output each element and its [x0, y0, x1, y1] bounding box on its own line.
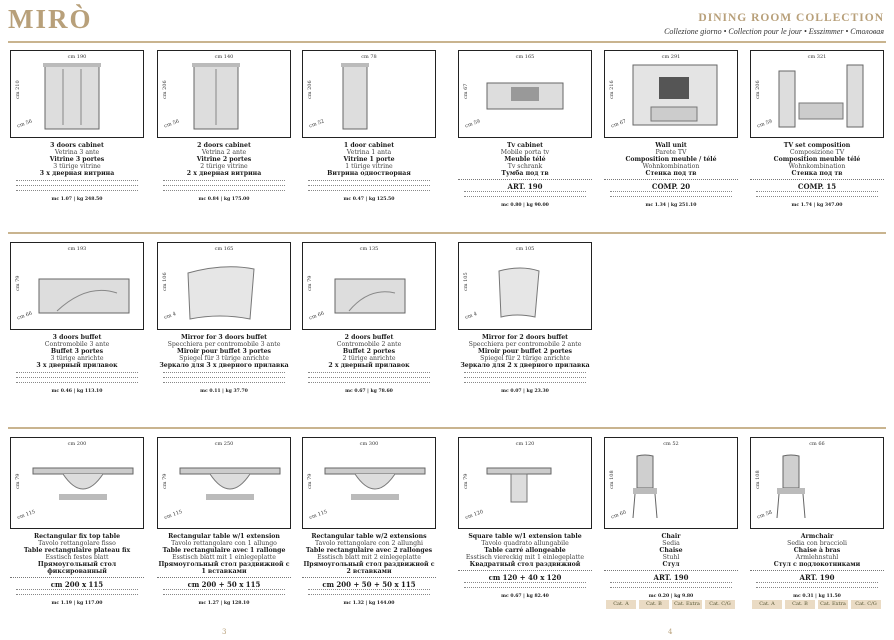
- width-dimension: cm 291: [661, 54, 681, 60]
- product-image-frame: [157, 437, 291, 529]
- product-name-en: TV set composition: [783, 142, 851, 149]
- product-name-ru: Зеркало для 3 х дверного прилавка: [159, 362, 289, 369]
- product-name-en: Square table w/1 extension table: [468, 533, 582, 540]
- category-label: Cat. Extra: [672, 600, 702, 609]
- width-dimension: cm 105: [515, 246, 535, 252]
- product-info: [458, 533, 592, 600]
- product-illustration: [29, 454, 135, 524]
- row-rule-1: [8, 232, 886, 234]
- dotted-line: [163, 594, 285, 599]
- product-name-ru: 3 х дверная витрина: [39, 170, 115, 177]
- product-illustration: [769, 454, 875, 524]
- product-info: [750, 142, 884, 209]
- product-image-frame: [458, 437, 592, 529]
- product-name-ru: Стул с подлокотниками: [773, 561, 861, 568]
- height-dimension: cm 216: [609, 80, 615, 100]
- product-name-en: 3 doors cabinet: [50, 142, 104, 149]
- product-illustration: [37, 263, 133, 327]
- page-number-right: 4: [668, 628, 673, 636]
- product-image-frame: [157, 50, 291, 138]
- product-name-de: Wohnkombination: [642, 163, 700, 170]
- product-illustration: [184, 263, 280, 327]
- product-name-it: Sedia: [662, 540, 680, 547]
- volume-weight: mc 1.34 | kg 251.10: [645, 203, 697, 208]
- product-code: cm 200 + 50 + 50 x 115: [302, 577, 436, 589]
- product-name-it: Vetrina 3 ante: [54, 149, 100, 156]
- depth-dimension: cm 56: [16, 118, 34, 130]
- product-name-fr: Miroir pour buffet 3 portes: [176, 348, 272, 355]
- product-illustration: [485, 63, 575, 135]
- width-dimension: cm 300: [359, 441, 379, 447]
- width-dimension: cm 250: [214, 441, 234, 447]
- product-name-ru: 2 х дверный прилавок: [328, 362, 410, 369]
- product-image-frame: [604, 50, 738, 138]
- dotted-line: [464, 196, 586, 201]
- height-dimension: cm 79: [307, 473, 313, 489]
- dotted-line: [756, 196, 878, 201]
- product-code: cm 120 + 40 x 120: [458, 570, 592, 582]
- category-label: Cat. C/G: [851, 600, 881, 609]
- width-dimension: cm 165: [214, 246, 234, 252]
- depth-dimension: cm 66: [16, 310, 34, 322]
- dotted-line: [16, 190, 138, 195]
- product-info: [604, 533, 738, 600]
- height-dimension: cm 206: [755, 80, 761, 100]
- product-name-fr: Table rectangulaire avec 2 rallonges: [305, 547, 433, 554]
- dotted-line: [464, 382, 586, 387]
- width-dimension: cm 200: [67, 441, 87, 447]
- category-label: Cat. Extra: [818, 600, 848, 609]
- product-image-frame: [10, 437, 144, 529]
- section-title: DINING ROOM COLLECTION: [698, 12, 884, 24]
- product-name-fr: Composition meuble / télé: [625, 156, 717, 163]
- product-name-it: Vetrina 1 anta: [346, 149, 392, 156]
- width-dimension: cm 321: [807, 54, 827, 60]
- product-name-fr: Composition meuble télé: [773, 156, 861, 163]
- volume-weight: mc 1.74 | kg 347.00: [791, 203, 843, 208]
- product-code: cm 200 + 50 x 115: [157, 577, 291, 589]
- product-name-de: Spiegel für 3 türige anrichte: [179, 355, 269, 362]
- height-dimension: cm 79: [307, 275, 313, 292]
- dotted-line: [163, 382, 285, 387]
- height-dimension: cm 105: [463, 272, 469, 292]
- height-dimension: cm 108: [609, 469, 615, 489]
- category-label: Cat. A: [606, 600, 636, 609]
- product-name-en: 3 doors buffet: [52, 334, 102, 341]
- category-label: Cat. A: [752, 600, 782, 609]
- width-dimension: cm 66: [809, 441, 825, 447]
- height-dimension: cm 79: [463, 473, 469, 489]
- product-image-frame: [750, 50, 884, 138]
- product-name-en: Wall unit: [655, 142, 687, 149]
- product-info: [10, 334, 144, 395]
- category-swatches: [606, 600, 735, 609]
- product-name-ru: 3 х дверный прилавок: [36, 362, 118, 369]
- row-rule-2: [8, 427, 886, 429]
- product-name-fr: Vitrine 3 portes: [49, 156, 105, 163]
- volume-weight: mc 0.11 | kg 37.70: [200, 389, 248, 394]
- product-info: [157, 334, 291, 395]
- product-name-en: Rectangular table w/1 extension: [168, 533, 280, 540]
- product-info: [10, 533, 144, 607]
- product-name-en: Tv cabinet: [506, 142, 544, 149]
- product-info: [302, 533, 436, 607]
- width-dimension: cm 193: [67, 246, 87, 252]
- product-name-ru: 2 х дверная витрина: [186, 170, 262, 177]
- height-dimension: cm 106: [162, 272, 168, 292]
- product-name-de: Spiegel für 2 türige anrichte: [480, 355, 570, 362]
- product-name-it: Tavolo rettangolare fisso: [38, 540, 116, 547]
- volume-weight: mc 0.84 | kg 175.00: [198, 197, 250, 202]
- product-illustration: [329, 63, 419, 135]
- product-name-en: 2 doors cabinet: [197, 142, 251, 149]
- product-name-en: Chair: [661, 533, 681, 540]
- depth-dimension: cm 115: [308, 508, 329, 522]
- depth-dimension: cm 58: [756, 509, 774, 521]
- product-name-fr: Buffet 2 portes: [342, 348, 396, 355]
- volume-weight: mc 1.19 | kg 117.00: [51, 601, 103, 606]
- width-dimension: cm 140: [214, 54, 234, 60]
- product-name-ru: Стенка под тв: [645, 170, 697, 177]
- width-dimension: cm 78: [361, 54, 377, 60]
- depth-dimension: cm 59: [756, 118, 774, 130]
- depth-dimension: cm 115: [16, 508, 37, 522]
- volume-weight: mc 1.32 | kg 144.00: [343, 601, 395, 606]
- product-name-fr: Table carré allongeable: [484, 547, 566, 554]
- dotted-line: [464, 587, 586, 592]
- product-name-en: Mirror for 3 doors buffet: [180, 334, 268, 341]
- product-name-it: Contromobile 2 ante: [336, 341, 402, 348]
- product-code: ART. 190: [604, 570, 738, 582]
- dotted-line: [163, 190, 285, 195]
- product-info: [604, 142, 738, 209]
- height-dimension: cm 79: [162, 473, 168, 489]
- product-image-frame: [458, 50, 592, 138]
- product-name-de: Esstisch viereckig mit 1 einlegeplatte: [465, 554, 585, 561]
- product-name-de: 2 türige anrichte: [342, 355, 396, 362]
- volume-weight: mc 0.47 | kg 125.50: [343, 197, 395, 202]
- product-name-de: Stuhl: [662, 554, 680, 561]
- product-info: [157, 142, 291, 203]
- dotted-line: [610, 587, 732, 592]
- product-code: ART. 190: [458, 179, 592, 191]
- brand-logo: MIRÒ: [8, 4, 93, 34]
- width-dimension: cm 120: [515, 441, 535, 447]
- product-name-fr: Meuble télé: [504, 156, 546, 163]
- dotted-line: [308, 190, 430, 195]
- product-illustration: [184, 63, 274, 135]
- height-dimension: cm 108: [755, 469, 761, 489]
- product-name-it: Mobile porta tv: [500, 149, 550, 156]
- depth-dimension: cm 67: [610, 118, 628, 130]
- product-code: COMP. 15: [750, 179, 884, 191]
- height-dimension: cm 67: [463, 83, 469, 100]
- volume-weight: mc 0.67 | kg 82.40: [501, 594, 549, 599]
- volume-weight: mc 1.27 | kg 128.10: [198, 601, 250, 606]
- product-info: [157, 533, 291, 607]
- product-name-ru: Квадратный стол раздвижной: [469, 561, 581, 568]
- product-name-en: Mirror for 2 doors buffet: [481, 334, 569, 341]
- product-illustration: [777, 63, 867, 135]
- product-name-ru: Тумба под тв: [501, 170, 549, 177]
- product-name-de: Wohnkombination: [788, 163, 846, 170]
- product-code: ART. 190: [750, 570, 884, 582]
- dotted-line: [308, 382, 430, 387]
- depth-dimension: cm 4: [163, 311, 177, 321]
- width-dimension: cm 135: [359, 246, 379, 252]
- volume-weight: mc 1.07 | kg 248.50: [51, 197, 103, 202]
- product-info: [750, 533, 884, 600]
- dotted-line: [16, 382, 138, 387]
- product-name-it: Tavolo rettangolare con 1 allungo: [171, 540, 277, 547]
- width-dimension: cm 190: [67, 54, 87, 60]
- volume-weight: mc 0.80 | kg 90.00: [501, 203, 549, 208]
- dotted-line: [610, 196, 732, 201]
- product-name-ru: Стул: [662, 561, 680, 568]
- product-name-de: Armlehnstuhl: [795, 554, 839, 561]
- depth-dimension: cm 60: [610, 509, 628, 521]
- product-name-de: 3 türige anrichte: [50, 355, 104, 362]
- depth-dimension: cm 115: [163, 508, 184, 522]
- product-name-it: Parete TV: [655, 149, 687, 156]
- depth-dimension: cm 52: [308, 118, 326, 130]
- product-name-fr: Miroir pour buffet 2 portes: [477, 348, 573, 355]
- product-info: [302, 142, 436, 203]
- product-name-ru: Витрина одностворная: [327, 170, 411, 177]
- dotted-line: [308, 594, 430, 599]
- height-dimension: cm 210: [15, 80, 21, 100]
- category-label: Cat. B: [785, 600, 815, 609]
- header-rule: [8, 41, 886, 43]
- product-illustration: [37, 63, 127, 135]
- volume-weight: mc 0.67 | kg 78.60: [345, 389, 393, 394]
- product-name-it: Sedia con braccioli: [787, 540, 847, 547]
- product-illustration: [176, 454, 282, 524]
- product-image-frame: [458, 242, 592, 330]
- product-name-en: 1 door cabinet: [343, 142, 395, 149]
- dotted-line: [756, 587, 878, 592]
- product-name-de: Esstisch festes blatt: [45, 554, 109, 561]
- product-image-frame: [302, 242, 436, 330]
- product-name-de: 2 türige vitrine: [200, 163, 248, 170]
- product-image-frame: [302, 50, 436, 138]
- product-name-fr: Table rectangulaire avec 1 rallonge: [162, 547, 286, 554]
- product-code: COMP. 20: [604, 179, 738, 191]
- product-illustration: [631, 63, 721, 135]
- page-number-left: 3: [222, 628, 227, 636]
- product-name-ru: Прямоугольный стол раздвижной с 1 вставками: [158, 561, 290, 575]
- product-info: [458, 334, 592, 395]
- product-illustration: [329, 263, 425, 327]
- product-name-fr: Table rectangulaire plateau fix: [23, 547, 131, 554]
- height-dimension: cm 79: [15, 275, 21, 292]
- product-image-frame: [10, 50, 144, 138]
- depth-dimension: cm 120: [464, 508, 485, 522]
- product-name-fr: Vitrine 1 porte: [343, 156, 395, 163]
- product-info: [10, 142, 144, 203]
- volume-weight: mc 0.46 | kg 113.10: [51, 389, 103, 394]
- product-illustration: [485, 263, 581, 327]
- product-name-en: Armchair: [800, 533, 834, 540]
- product-name-fr: Chaise à bras: [793, 547, 841, 554]
- product-illustration: [477, 454, 583, 524]
- product-name-it: Tavolo rettangolare con 2 allunghi: [314, 540, 424, 547]
- volume-weight: mc 0.31 | kg 11.50: [793, 594, 841, 599]
- product-name-en: 2 doors buffet: [344, 334, 394, 341]
- product-name-it: Vetrina 2 ante: [201, 149, 247, 156]
- height-dimension: cm 79: [15, 473, 21, 489]
- product-name-de: 3 türige vitrine: [53, 163, 101, 170]
- category-label: Cat. B: [639, 600, 669, 609]
- depth-dimension: cm 66: [308, 310, 326, 322]
- width-dimension: cm 52: [663, 441, 679, 447]
- product-name-en: Rectangular table w/2 extensions: [311, 533, 427, 540]
- product-name-de: Esstisch blatt mit 1 einlegeplatte: [172, 554, 276, 561]
- height-dimension: cm 206: [162, 80, 168, 100]
- product-name-en: Rectangular fix top table: [33, 533, 121, 540]
- product-image-frame: [750, 437, 884, 529]
- product-info: [302, 334, 436, 395]
- category-swatches: [752, 600, 881, 609]
- product-name-ru: Зеркало для 2 х дверного прилавка: [460, 362, 590, 369]
- dotted-line: [16, 594, 138, 599]
- product-name-fr: Chaise: [659, 547, 683, 554]
- product-name-ru: Прямоугольный стол раздвижной с 2 вставками: [303, 561, 435, 575]
- product-name-ru: Стенка под тв: [791, 170, 843, 177]
- product-name-de: Esstisch blatt mit 2 einlegeplatte: [317, 554, 421, 561]
- product-image-frame: [604, 437, 738, 529]
- product-illustration: [623, 454, 729, 524]
- depth-dimension: cm 59: [464, 118, 482, 130]
- product-name-it: Specchiera per contromobile 2 ante: [468, 341, 582, 348]
- product-code: cm 200 x 115: [10, 577, 144, 589]
- product-image-frame: [10, 242, 144, 330]
- section-subtitle: Collezione giorno • Collection pour le jour • Esszimmer • Столовая: [664, 27, 884, 36]
- depth-dimension: cm 56: [163, 118, 181, 130]
- product-name-fr: Buffet 3 portes: [50, 348, 104, 355]
- volume-weight: mc 0.07 | kg 23.30: [501, 389, 549, 394]
- product-name-it: Composizione TV: [789, 149, 845, 156]
- product-name-it: Tavolo quadrato allungabile: [481, 540, 569, 547]
- product-name-de: Tv schrank: [507, 163, 543, 170]
- product-name-ru: Прямоугольный стол фиксированный: [37, 561, 117, 575]
- product-name-it: Specchiera per contromobile 3 ante: [167, 341, 281, 348]
- product-illustration: [321, 454, 427, 524]
- product-name-de: 1 türige vitrine: [345, 163, 393, 170]
- width-dimension: cm 165: [515, 54, 535, 60]
- volume-weight: mc 0.20 | kg 9.80: [648, 594, 694, 599]
- product-image-frame: [157, 242, 291, 330]
- height-dimension: cm 206: [307, 80, 313, 100]
- product-info: [458, 142, 592, 209]
- product-image-frame: [302, 437, 436, 529]
- product-name-it: Contromobile 3 ante: [44, 341, 110, 348]
- depth-dimension: cm 4: [464, 311, 478, 321]
- category-label: Cat. C/G: [705, 600, 735, 609]
- product-name-fr: Vitrine 2 portes: [196, 156, 252, 163]
